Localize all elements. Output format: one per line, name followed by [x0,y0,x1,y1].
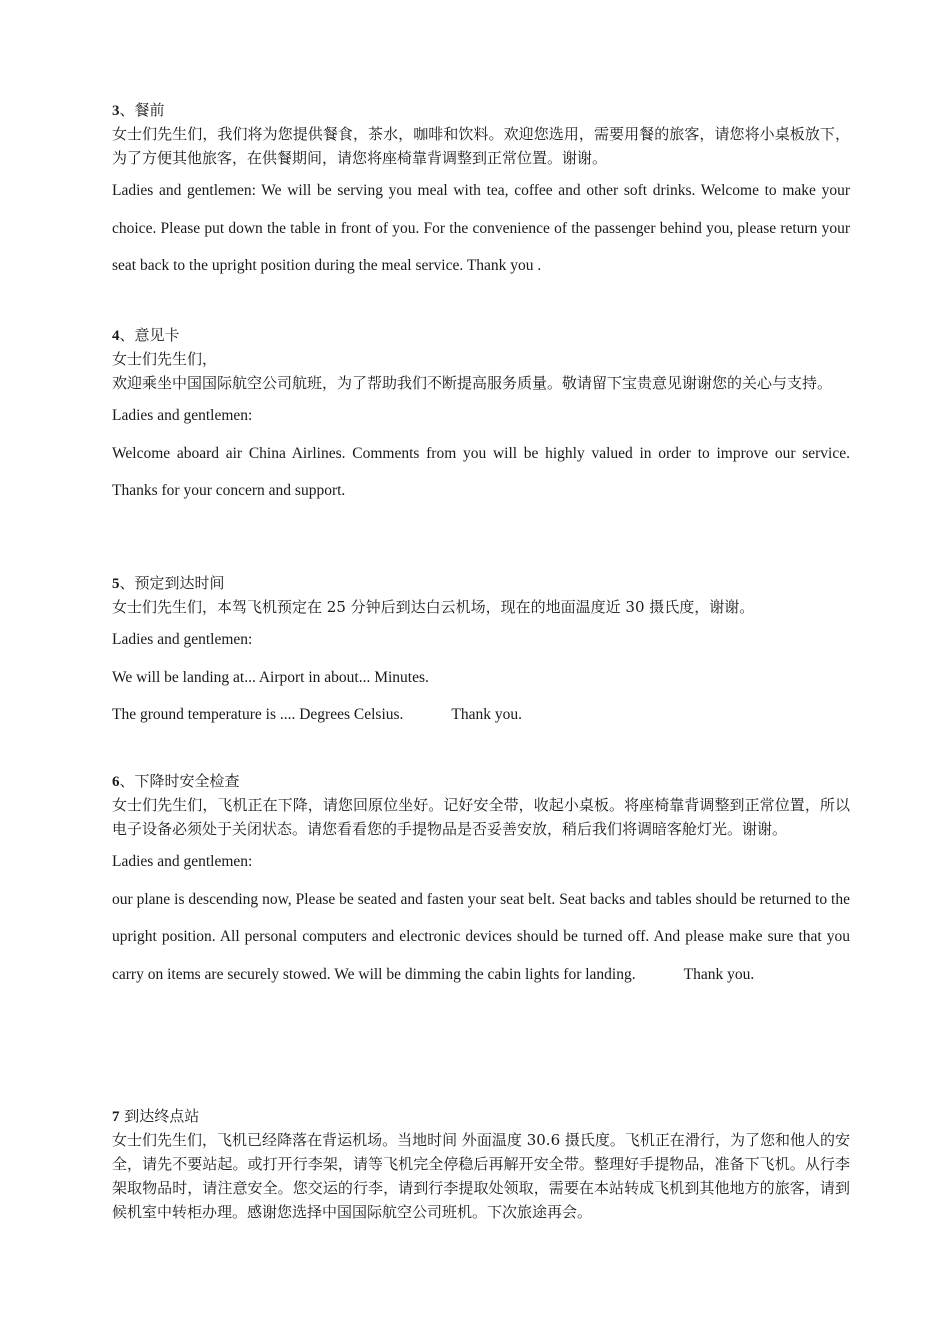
section-number: 4 [112,328,120,344]
heading-separator: 、 [119,326,135,344]
chinese-text: 欢迎乘坐中国国际航空公司航班，为了帮助我们不断提高服务质量。敬请留下宝贵意见谢谢您的关心与支持。 [112,374,833,392]
section-heading [112,1104,850,1128]
heading-separator: 、 [119,772,135,790]
section-arrival-time [112,571,850,769]
section-heading [112,323,850,347]
chinese-text: 女士们先生们，飞机正在下降，请您回原位坐好。记好安全带，收起小桌板。将座椅靠背调整到正常位置，所以电子设备必须处于关闭状态。请您看看您的手提物品是否妥善安放，稍后我们将调暗客舱灯光。谢谢。 [112,796,850,838]
heading-separator: 、 [119,101,135,119]
section-number: 7 [112,1109,120,1125]
english-text: We will be landing at... Airport in about... Minutes. [112,668,429,686]
english-greeting: Ladies and gentlemen: [112,631,253,648]
section-heading [112,769,850,793]
section-meal [112,98,850,323]
chinese-text: 女士们先生们，我们将为您提供餐食，茶水，咖啡和饮料。欢迎您选用，需要用餐的旅客，请您将小桌板放下，为了方便其他旅客，在供餐期间，请您将座椅靠背调整到正常位置。谢谢。 [112,125,850,167]
section-title: 预定到达时间 [134,574,225,592]
section-heading [112,571,850,595]
section-title: 餐前 [134,101,165,119]
chinese-text: 女士们先生们，飞机已经降落在背运机场。当地时间 外面温度 30.6 摄氏度。飞机正在滑行，为了您和他人的安全，请先不要站起。或打开行李架，请等飞机完全停稳后再解开安全带。整理好手提物品，准备下飞机。从行李架取物品时，请注意安全。您交运的行李，请到行李提取处领取，需要在本站转成飞机到其他地方的旅客，请到候机室中转柜办理。感谢您选择中国国际航空公司班机。下次旅途再会。 [112,1131,850,1221]
section-number: 6 [112,774,120,790]
english-greeting: Ladies and gentlemen: [112,407,253,424]
temperature-text: The ground temperature is .... Degrees Celsius. [112,706,404,723]
section-comment-card [112,323,850,571]
document-page [112,98,850,1224]
english-text: Ladies and gentlemen: We will be serving you meal with tea, coffee and other soft drinks. Welcome to make your choice. Please put down the table in front of you. For the convenience of the passenger behind you, please return your seat back to the upright position during the meal service. Thank you . [112,182,850,274]
section-title: 意见卡 [134,326,180,344]
section-title: 下降时安全检查 [134,772,240,790]
section-number: 5 [112,576,120,592]
english-temperature-line [112,696,850,734]
thank-you-text: Thank you. [451,706,523,723]
chinese-text: 女士们先生们， [112,350,218,368]
english-greeting: Ladies and gentlemen: [112,853,253,870]
section-arrival-terminal [112,1104,850,1224]
thank-you-text: Thank you. [683,965,755,983]
descent-text: our plane is descending now, Please be seated and fasten your seat belt. Seat backs and tables should be returned to the upright position. All personal computers and electronic devices should be turned off. And please make sure that you carry on items are securely stowed. We will be dimming the cabin lights for landing. [112,890,850,983]
english-text: Welcome aboard air China Airlines. Comments from you will be highly valued in order to improve our service. Thanks for your concern and support. [112,444,850,499]
section-number: 3 [112,103,120,119]
chinese-text: 女士们先生们，本驾飞机预定在 25 分钟后到达白云机场，现在的地面温度近 30 摄氏度，谢谢。 [112,598,755,616]
heading-separator: 、 [119,574,135,592]
section-heading [112,98,850,122]
section-title: 到达终点站 [124,1107,200,1125]
section-descent-check [112,769,850,1104]
english-text [112,881,850,994]
